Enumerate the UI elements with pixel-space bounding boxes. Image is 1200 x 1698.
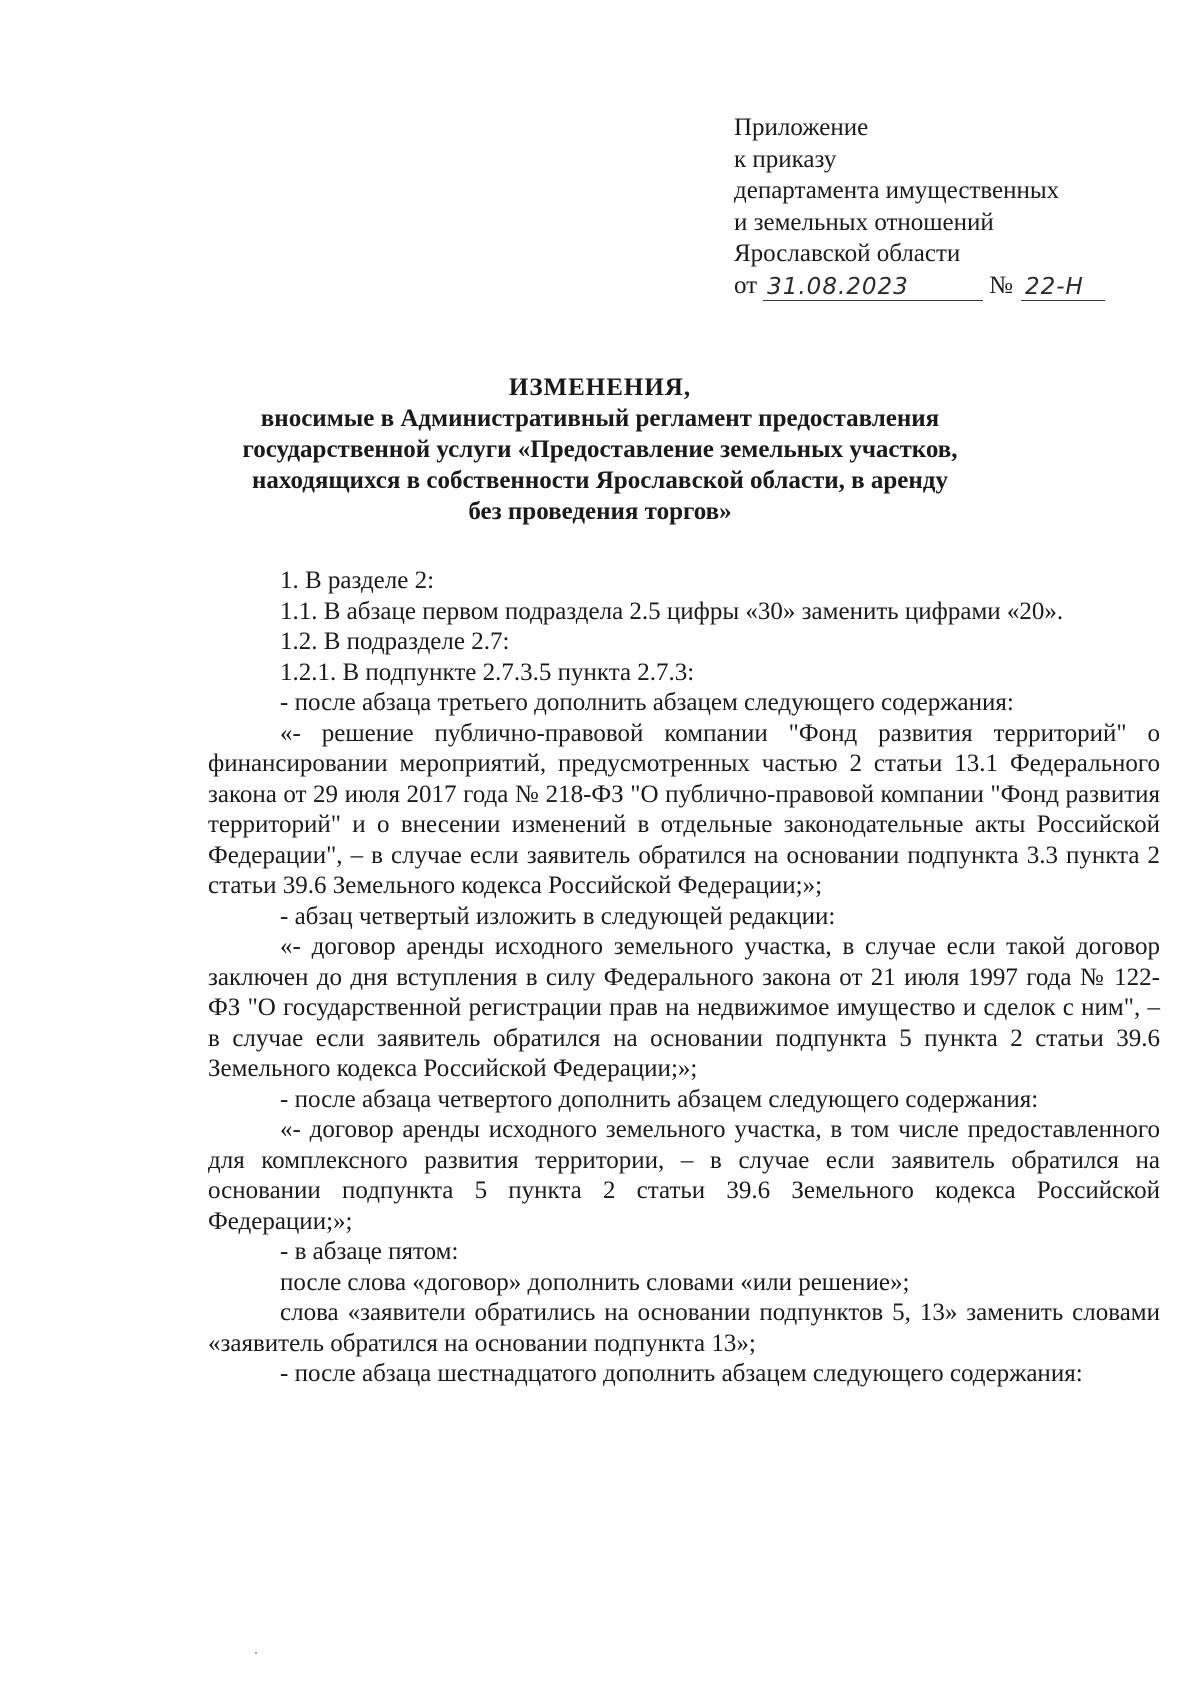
paragraph: - после абзаца четвертого дополнить абзацем следующего содержания: [280,1085,1039,1113]
appendix-line: департамента имущественных [734,177,1060,204]
appendix-line: Приложение [734,114,869,141]
title-line: государственной услуги «Предоставление земельных участков, [242,436,958,463]
paragraph: 1.1. В абзаце первом подраздела 2.5 цифры «30» заменить цифрами «20». [280,597,1064,625]
paragraph: «- договор аренды исходного земельного участка, в случае если такой договор заключен до дня вступления в силу Федерального закона от 21 июля 1997 года № 122-ФЗ "О государственной регистрации прав на недвижимое имущество и сделок с ним", – в случае если заявитель обратился на основании подпункта 5 пункта 2 статьи 39.6 Земельного кодекса Российской Федерации;»; [208,933,1160,1082]
date-prefix: от [734,271,758,299]
document-body [208,566,1160,1390]
appendix-header [734,112,1134,301]
scan-speck [255,1652,257,1654]
paragraph: - абзац четвертый изложить в следующей редакции: [280,902,836,930]
paragraph: 1.2. В подразделе 2.7: [280,628,510,655]
paragraph: 1. В разделе 2: [280,567,435,594]
paragraph: слова «заявители обратились на основании подпунктов 5, 13» заменить словами «заявитель обратился на основании подпункта 13»; [208,1299,1160,1357]
title-main: ИЗМЕНЕНИЯ, [508,374,692,401]
order-date-number-line [734,270,1134,302]
paragraph: после слова «договор» дополнить словами «или решение»; [280,1268,910,1296]
paragraph: «- решение публично-правовой компании "Фонд развития территорий" о финансировании мероприятий, предусмотренных частью 2 статьи 13.1 Федерального закона от 29 июля 2017 года № 218-ФЗ "О публично-правовой компании "Фонд развития территорий" и о внесении изменений в отдельные законодательные акты Российской Федерации", – в случае если заявитель обратился на основании подпункта 3.3 пункта 2 статьи 39.6 Земельного кодекса Российской Федерации;»; [208,719,1160,899]
appendix-line: Ярославской области [734,240,961,267]
number-prefix: № [989,271,1013,299]
paragraph: 1.2.1. В подпункте 2.7.3.5 пункта 2.7.3: [280,658,695,686]
handwritten-order-number: 22-Н [1021,274,1105,301]
title-line: находящихся в собственности Ярославской области, в аренду [252,467,948,494]
title-line: вносимые в Административный регламент предоставления [260,405,940,432]
document-title [220,372,980,527]
paragraph: «- договор аренды исходного земельного участка, в том числе предоставленного для комплексного развития территории, – в случае если заявитель обратился на основании подпункта 5 пункта 2 статьи 39.6 Земельного кодекса Российской Федерации;»; [208,1116,1160,1235]
handwritten-date: 31.08.2023 [763,274,983,301]
appendix-line: и земельных отношений [734,208,994,236]
paragraph: - после абзаца третьего дополнить абзацем следующего содержания: [280,689,1014,716]
title-line: без проведения торгов» [468,498,732,525]
paragraph: - после абзаца шестнадцатого дополнить абзацем следующего содержания: [280,1360,1083,1387]
paragraph: - в абзаце пятом: [280,1238,459,1265]
appendix-line: к приказу [734,145,837,173]
